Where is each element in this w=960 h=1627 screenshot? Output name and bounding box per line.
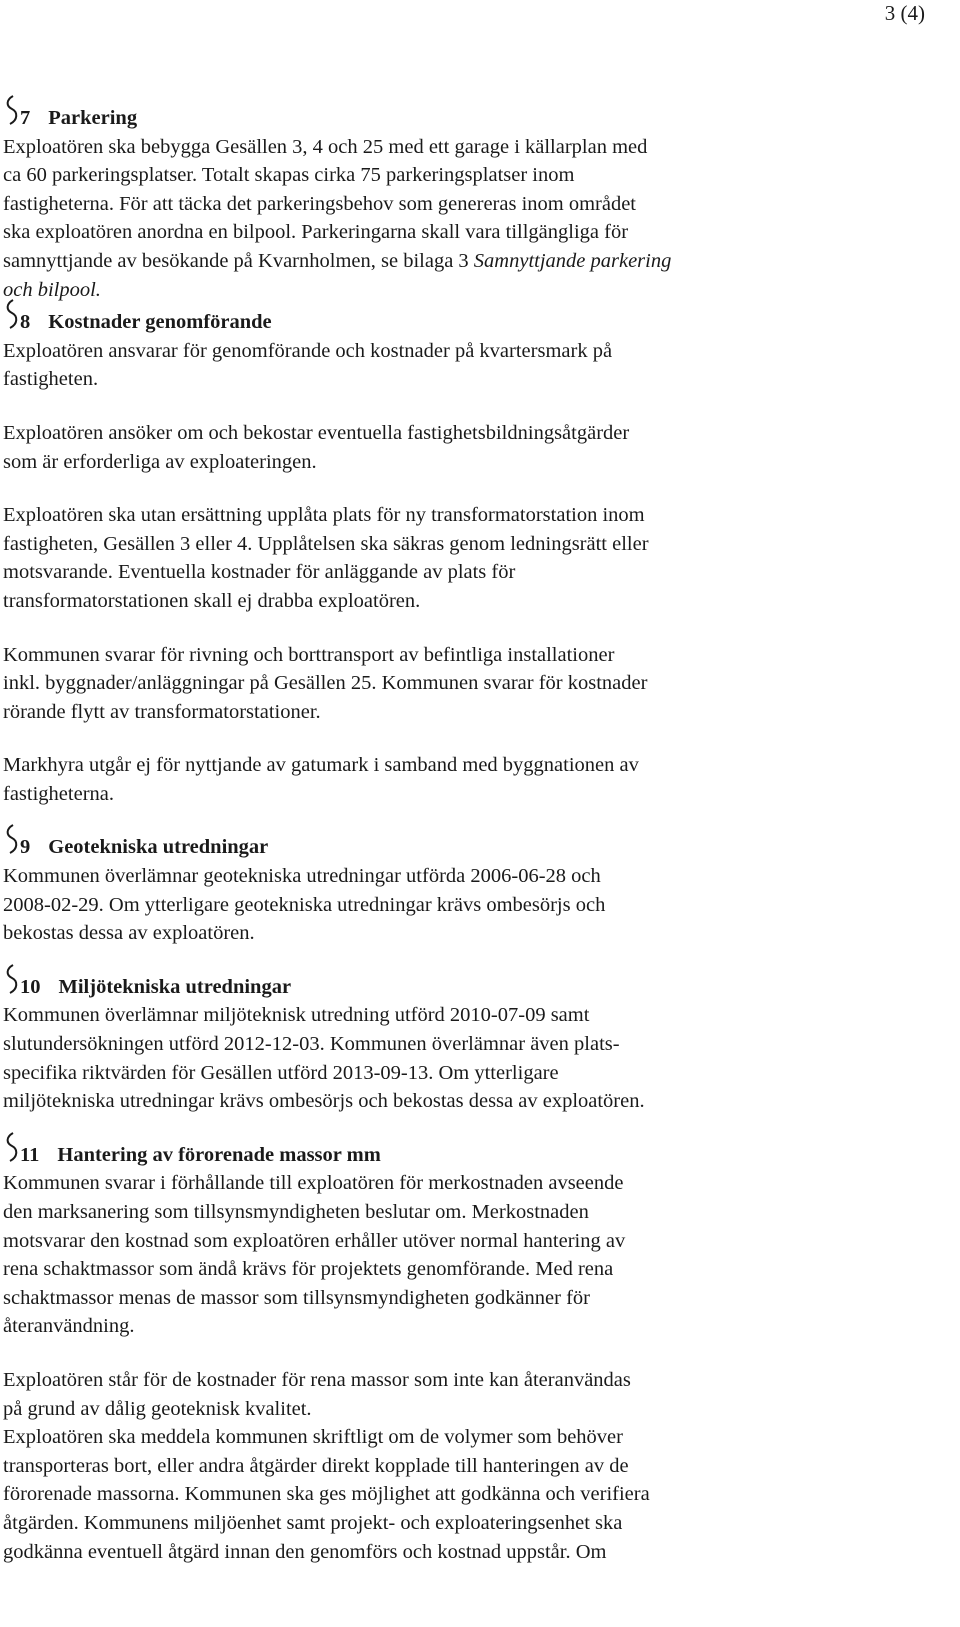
- section-title: Miljötekniska utredningar: [58, 975, 292, 998]
- section-number: 7: [20, 107, 31, 129]
- text-line: slutundersökningen utförd 2012-12-03. Kommunen överlämnar även plats-: [3, 1033, 620, 1056]
- section-sign-icon: [3, 823, 19, 863]
- section-sign-icon: [3, 963, 19, 1003]
- text-line: den marksanering som tillsynsmyndigheten beslutar om. Merkostnaden: [3, 1201, 589, 1223]
- text-line: motsvarande. Eventuella kostnader för anläggande av plats för: [3, 561, 516, 584]
- page-number: 3 (4): [884, 1, 925, 25]
- text-line: fastigheten.: [3, 368, 99, 391]
- section-9-heading: [3, 833, 933, 862]
- section-10-body: [3, 1001, 933, 1115]
- text-line: Kommunen svarar för rivning och borttransport av befintliga installationer: [3, 643, 615, 666]
- text-line: Exploatören ansöker om och bekostar eventuella fastighetsbildningsåtgärder: [3, 421, 630, 444]
- text-line: Markhyra utgår ej för nyttjande av gatumark i samband med byggnationen av: [3, 754, 639, 777]
- text-line: förorenade massorna. Kommunen ska ges möjlighet att godkänna och verifiera: [3, 1483, 650, 1506]
- text-line: rena schaktmassor som ändå krävs för projektets genomförande. Med rena: [3, 1258, 614, 1281]
- text-line: åtgärden. Kommunens miljöenhet samt projekt- och exploateringsenhet ska: [3, 1511, 623, 1534]
- text-line: på grund av dålig geoteknisk kvalitet.: [3, 1397, 312, 1420]
- text-line: Exploatören ansvarar för genomförande och kostnader på kvartersmark på: [3, 339, 613, 362]
- section-10-heading: [3, 973, 933, 1002]
- section-sign-icon: [3, 94, 19, 134]
- text-line: Kommunen överlämnar miljöteknisk utredning utförd 2010-07-09 samt: [3, 1004, 590, 1027]
- section-number: 10: [20, 975, 41, 998]
- text-line: [3, 247, 933, 276]
- document-body: [3, 104, 933, 1566]
- text-line: Exploatören står för de kostnader för rena massor som inte kan återanvändas: [3, 1368, 631, 1391]
- section-sign-icon: [3, 298, 19, 338]
- text-line: motsvarar den kostnad som exploatören erhåller utöver normal hantering av: [3, 1229, 626, 1252]
- section-8-heading: [3, 308, 933, 337]
- text-line: bekostas dessa av exploatören.: [3, 922, 255, 945]
- text-span: samnyttjande av besökande på Kvarnholmen, se bilaga 3: [3, 249, 474, 272]
- text-line: fastigheterna. För att täcka det parkeringsbehov som genereras inom området: [3, 192, 636, 215]
- section-8-body: [3, 337, 933, 809]
- text-line: ca 60 parkeringsplatser. Totalt skapas cirka 75 parkeringsplatser inom: [3, 164, 575, 187]
- text-line: Exploatören ska utan ersättning upplåta plats för ny transformatorstation inom: [3, 504, 645, 527]
- section-7-body: [3, 133, 933, 305]
- text-line: inkl. byggnader/anläggningar på Gesällen 25. Kommunen svarar för kostnader: [3, 672, 648, 695]
- text-line: Kommunen överlämnar geotekniska utredningar utförda 2006-06-28 och: [3, 865, 601, 888]
- section-11-heading: [3, 1141, 933, 1170]
- text-line: Exploatören ska meddela kommunen skriftligt om de volymer som behöver: [3, 1426, 623, 1449]
- text-line: miljötekniska utredningar krävs ombesörjs och bekostas dessa av exploatören.: [3, 1090, 645, 1113]
- section-number: 8: [20, 311, 31, 334]
- attachment-reference: Samnyttjande parkering: [473, 249, 672, 272]
- text-line: återanvändning.: [3, 1315, 135, 1338]
- text-line: schaktmassor menas de massor som tillsynsmyndigheten godkänner för: [3, 1286, 590, 1309]
- section-7-heading: [3, 104, 933, 133]
- text-line: godkänna eventuell åtgärd innan den genomförs och kostnad uppstår. Om: [3, 1540, 607, 1563]
- text-line: transformatorstationen skall ej drabba exploatören.: [3, 589, 421, 612]
- section-title: Kostnader genomförande: [48, 311, 272, 334]
- section-sign-icon: [3, 1131, 19, 1171]
- text-line: specifika riktvärden för Gesällen utförd 2013-09-13. Om ytterligare: [3, 1061, 559, 1084]
- section-title: Geotekniska utredningar: [48, 836, 269, 859]
- text-line: fastigheterna.: [3, 782, 114, 805]
- section-number: 9: [20, 836, 31, 859]
- text-line: 2008-02-29. Om ytterligare geotekniska utredningar krävs ombesörjs och: [3, 893, 606, 916]
- text-line: som är erforderliga av exploateringen.: [3, 450, 317, 473]
- text-line: rörande flytt av transformatorstationer.: [3, 700, 321, 723]
- text-line: fastigheten, Gesällen 3 eller 4. Upplåtelsen ska säkras genom ledningsrätt eller: [3, 532, 649, 555]
- section-number: 11: [20, 1143, 40, 1166]
- text-line: transporteras bort, eller andra åtgärder direkt kopplade till hanteringen av de: [3, 1454, 629, 1477]
- attachment-reference-cont: och bilpool.: [3, 278, 101, 301]
- text-line: Kommunen svarar i förhållande till exploatören för merkostnaden avseende: [3, 1172, 624, 1195]
- section-9-body: [3, 862, 933, 948]
- text-line: Exploatören ska bebygga Gesällen 3, 4 och 25 med ett garage i källarplan med: [3, 135, 648, 158]
- section-11-body: [3, 1169, 933, 1566]
- section-title: Parkering: [48, 107, 138, 129]
- text-line: ska exploatören anordna en bilpool. Parkeringarna skall vara tillgängliga för: [3, 221, 629, 244]
- section-title: Hantering av förorenade massor mm: [57, 1143, 381, 1166]
